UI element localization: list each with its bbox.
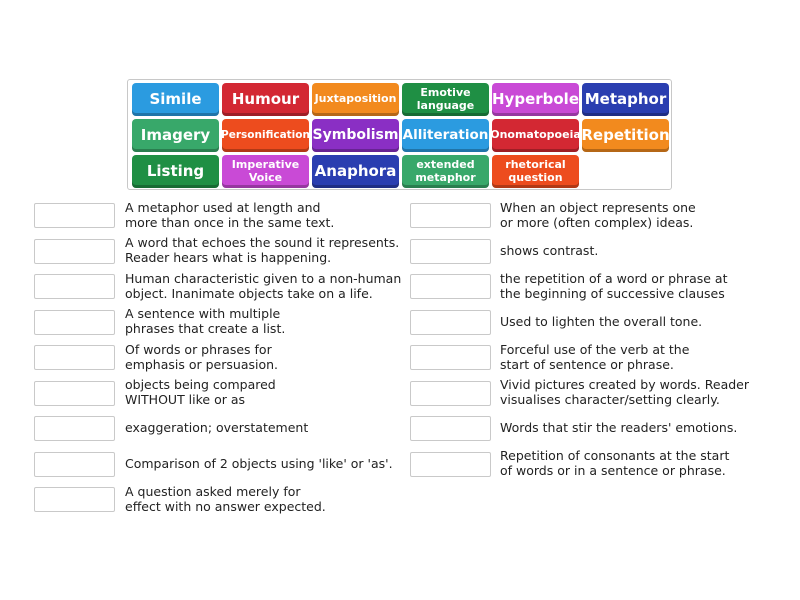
- answer-slot[interactable]: [34, 203, 115, 228]
- definition-text: Comparison of 2 objects using 'like' or 'as'.: [125, 456, 393, 471]
- tile-metaphor[interactable]: Metaphor: [582, 83, 669, 116]
- definition-text: When an object represents one or more (often complex) ideas.: [500, 200, 696, 230]
- definition-text: the repetition of a word or phrase at the beginning of successive clauses: [500, 271, 728, 301]
- definition-text: A sentence with multiple phrases that create a list.: [125, 306, 286, 336]
- tile-anaphora[interactable]: Anaphora: [312, 155, 399, 188]
- answer-slot[interactable]: [34, 345, 115, 370]
- definition-text: Vivid pictures created by words. Reader visualises character/setting clearly.: [500, 377, 749, 407]
- answer-slot[interactable]: [34, 452, 115, 477]
- definition-text: Human characteristic given to a non-human object. Inanimate objects take on a life.: [125, 271, 402, 301]
- answer-slot[interactable]: [34, 274, 115, 299]
- word-bank: [127, 79, 672, 190]
- definition-text: Used to lighten the overall tone.: [500, 314, 703, 329]
- definition-text: A word that echoes the sound it represents. Reader hears what is happening.: [125, 235, 400, 265]
- tile-simile[interactable]: Simile: [132, 83, 219, 116]
- definition-text: shows contrast.: [500, 243, 599, 258]
- answer-slot[interactable]: [410, 203, 491, 228]
- answer-slot[interactable]: [34, 381, 115, 406]
- answer-slot[interactable]: [34, 416, 115, 441]
- tile-listing[interactable]: Listing: [132, 155, 219, 188]
- tile-alliteration[interactable]: Alliteration: [402, 119, 489, 152]
- definition-text: Repetition of consonants at the start of words or in a sentence or phrase.: [500, 448, 730, 478]
- answer-slot[interactable]: [410, 452, 491, 477]
- tile-hyperbole[interactable]: Hyperbole: [492, 83, 579, 116]
- answer-slot[interactable]: [34, 487, 115, 512]
- tile-onomatopoeia[interactable]: Onomatopoeia: [492, 119, 579, 152]
- tile-personification[interactable]: Personification: [222, 119, 309, 152]
- definition-text: Forceful use of the verb at the start of sentence or phrase.: [500, 342, 690, 372]
- definition-text: Words that stir the readers' emotions.: [500, 420, 738, 435]
- answer-slot[interactable]: [34, 310, 115, 335]
- tile-extended-metaphor[interactable]: extended metaphor: [402, 155, 489, 188]
- answer-slot[interactable]: [34, 239, 115, 264]
- tile-repetition[interactable]: Repetition: [582, 119, 669, 152]
- tile-imperative-voice[interactable]: Imperative Voice: [222, 155, 309, 188]
- answer-slot[interactable]: [410, 416, 491, 441]
- definition-text: Of words or phrases for emphasis or persuasion.: [125, 342, 279, 372]
- answer-slot[interactable]: [410, 345, 491, 370]
- definition-text: exaggeration; overstatement: [125, 420, 309, 435]
- answer-slot[interactable]: [410, 381, 491, 406]
- tile-imagery[interactable]: Imagery: [132, 119, 219, 152]
- answer-slot[interactable]: [410, 310, 491, 335]
- answer-slot[interactable]: [410, 274, 491, 299]
- tile-rhetorical-question[interactable]: rhetorical question: [492, 155, 579, 188]
- tile-symbolism[interactable]: Symbolism: [312, 119, 399, 152]
- tile-emotive-language[interactable]: Emotive language: [402, 83, 489, 116]
- tile-humour[interactable]: Humour: [222, 83, 309, 116]
- tile-juxtaposition[interactable]: Juxtaposition: [312, 83, 399, 116]
- definition-text: A metaphor used at length and more than once in the same text.: [125, 200, 335, 230]
- answer-slot[interactable]: [410, 239, 491, 264]
- definition-text: A question asked merely for effect with no answer expected.: [125, 484, 326, 514]
- definition-text: objects being compared WITHOUT like or as: [125, 377, 276, 407]
